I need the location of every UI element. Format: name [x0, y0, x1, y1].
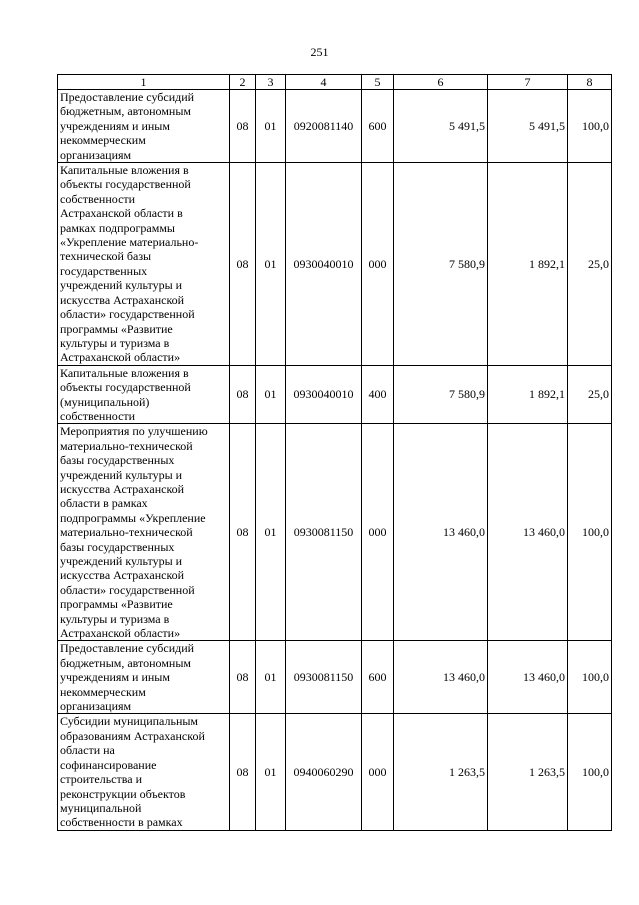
description-line: технической базы [60, 249, 152, 264]
description-line: софинансирование [60, 757, 157, 772]
target-article-cell: 0930081150 [286, 424, 362, 641]
description-cell [58, 714, 230, 830]
description-line: области в рамках [60, 496, 148, 511]
column-header: 7 [488, 75, 568, 90]
column-header: 2 [230, 75, 256, 90]
column-header: 8 [568, 75, 612, 90]
description-line: базы государственных [60, 539, 175, 554]
expense-type-cell: 000 [362, 424, 394, 641]
description-line: (муниципальной) [60, 394, 150, 409]
planned-amount-cell: 7 580,9 [394, 163, 488, 366]
description-cell [58, 163, 230, 366]
planned-amount-cell: 7 580,9 [394, 365, 488, 424]
planned-amount-cell: 5 491,5 [394, 90, 488, 163]
subsection-code-cell: 01 [256, 714, 286, 830]
section-code-cell: 08 [230, 90, 256, 163]
description-cell [58, 365, 230, 424]
description-line: Предоставление субсидий [60, 641, 195, 656]
budget-table [57, 74, 612, 831]
executed-amount-cell: 13 460,0 [488, 424, 568, 641]
execution-percent-cell: 100,0 [568, 90, 612, 163]
table-row [58, 90, 612, 163]
description-line: искусства Астраханской [60, 568, 185, 583]
description-line: учреждениям и иным [60, 118, 170, 133]
description-line: реконструкции объектов [60, 786, 186, 801]
description-line: некоммерческим [60, 133, 146, 148]
execution-percent-cell: 100,0 [568, 424, 612, 641]
description-line: области» государственной [60, 582, 195, 597]
description-line: объекты государственной [60, 177, 191, 192]
description-line: учреждений культуры и [60, 554, 183, 568]
description-line: собственности [60, 408, 136, 423]
description-line: культуры и туризма в [60, 335, 170, 350]
page-number: 251 [310, 45, 329, 59]
description-line: объекты государственной [60, 380, 191, 395]
description-line: «Укрепление материально- [60, 235, 199, 250]
description-line: Астраханской области в [60, 206, 183, 221]
description-line: муниципальной [60, 800, 142, 815]
subsection-code-cell: 01 [256, 365, 286, 424]
description-line: материально-технической [60, 525, 193, 540]
description-line: образованиям Астраханской [60, 728, 205, 743]
description-line: государственных [60, 263, 148, 278]
description-line: собственности в рамках [60, 815, 183, 830]
description-line: базы государственных [60, 453, 175, 468]
description-line: Астраханской области» [60, 350, 181, 365]
execution-percent-cell: 25,0 [568, 365, 612, 424]
description-line: учреждений культуры и [60, 467, 183, 482]
description-line: Капитальные вложения в [60, 365, 189, 380]
description-line: подпрограммы «Укрепление [60, 510, 206, 525]
description-line: организациям [60, 147, 132, 162]
description-line: программы «Развитие [60, 321, 173, 336]
executed-amount-cell: 1 263,5 [488, 714, 568, 830]
description-line: материально-технической [60, 438, 193, 453]
target-article-cell: 0920081140 [286, 90, 362, 163]
description-line: Мероприятия по улучшению [60, 424, 208, 439]
target-article-cell: 0930040010 [286, 163, 362, 366]
description-line: бюджетным, автономным [60, 104, 191, 119]
expense-type-cell: 000 [362, 163, 394, 366]
column-header: 4 [286, 75, 362, 90]
description-line: искусства Астраханской [60, 481, 185, 496]
description-line: рамках подпрограммы [60, 220, 175, 235]
table-row [58, 163, 612, 366]
description-cell [58, 641, 230, 714]
column-header: 5 [362, 75, 394, 90]
table-row [58, 365, 612, 424]
expense-type-cell: 600 [362, 641, 394, 714]
section-code-cell: 08 [230, 365, 256, 424]
column-header: 6 [394, 75, 488, 90]
target-article-cell: 0940060290 [286, 714, 362, 830]
description-line: Предоставление субсидий [60, 90, 195, 104]
column-header: 3 [256, 75, 286, 90]
planned-amount-cell: 1 263,5 [394, 714, 488, 830]
description-line: бюджетным, автономным [60, 655, 191, 670]
section-code-cell: 08 [230, 714, 256, 830]
description-line: Капитальные вложения в [60, 163, 189, 178]
executed-amount-cell: 1 892,1 [488, 163, 568, 366]
table-row [58, 641, 612, 714]
section-code-cell: 08 [230, 424, 256, 641]
description-line: области на [60, 743, 115, 758]
table-header-row [58, 75, 612, 90]
subsection-code-cell: 01 [256, 424, 286, 641]
subsection-code-cell: 01 [256, 641, 286, 714]
table-row [58, 424, 612, 641]
planned-amount-cell: 13 460,0 [394, 641, 488, 714]
target-article-cell: 0930081150 [286, 641, 362, 714]
description-line: Субсидии муниципальным [60, 714, 199, 729]
section-code-cell: 08 [230, 163, 256, 366]
description-cell [58, 90, 230, 163]
section-code-cell: 08 [230, 641, 256, 714]
description-line: искусства Астраханской [60, 292, 185, 307]
executed-amount-cell: 5 491,5 [488, 90, 568, 163]
description-line: организациям [60, 699, 132, 714]
description-cell [58, 424, 230, 641]
description-line: собственности [60, 191, 136, 206]
expense-type-cell: 600 [362, 90, 394, 163]
table-row [58, 714, 612, 830]
expense-type-cell: 000 [362, 714, 394, 830]
description-line: учреждениям и иным [60, 670, 170, 685]
execution-percent-cell: 100,0 [568, 641, 612, 714]
subsection-code-cell: 01 [256, 163, 286, 366]
description-line: учреждений культуры и [60, 278, 183, 293]
target-article-cell: 0930040010 [286, 365, 362, 424]
planned-amount-cell: 13 460,0 [394, 424, 488, 641]
description-line: строительства и [60, 772, 142, 787]
description-line: программы «Развитие [60, 597, 173, 612]
executed-amount-cell: 13 460,0 [488, 641, 568, 714]
execution-percent-cell: 100,0 [568, 714, 612, 830]
subsection-code-cell: 01 [256, 90, 286, 163]
description-line: культуры и туризма в [60, 611, 170, 626]
description-line: области» государственной [60, 307, 195, 322]
column-header: 1 [58, 75, 230, 90]
executed-amount-cell: 1 892,1 [488, 365, 568, 424]
description-line: некоммерческим [60, 684, 146, 699]
execution-percent-cell: 25,0 [568, 163, 612, 366]
expense-type-cell: 400 [362, 365, 394, 424]
description-line: Астраханской области» [60, 626, 181, 641]
